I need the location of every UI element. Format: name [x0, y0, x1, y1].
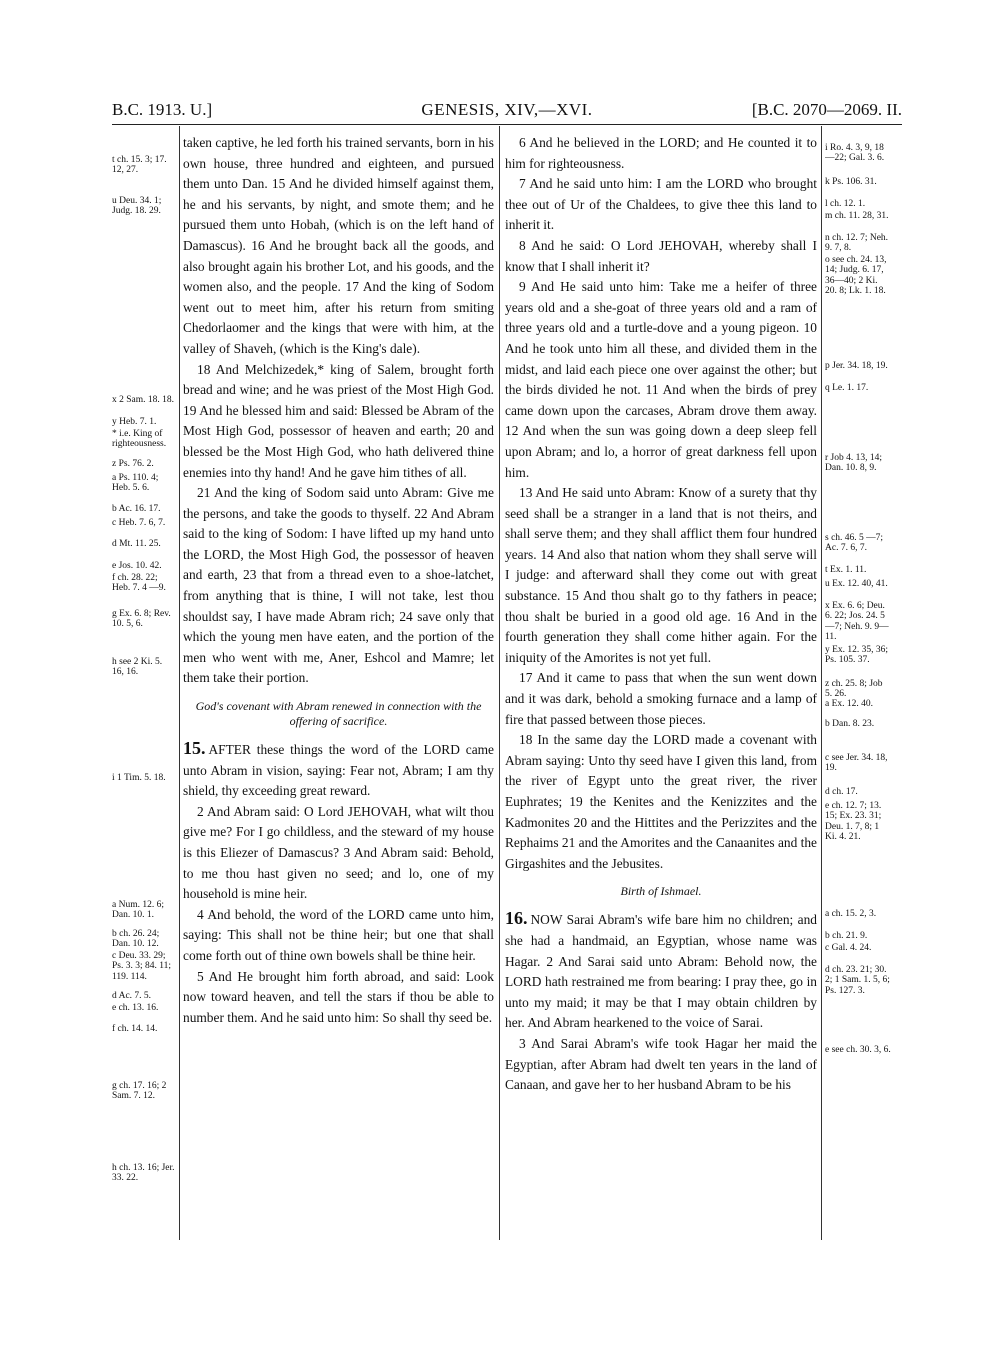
chapter-text: NOW Sarai Abram's wife bare him no children; and she had a handmaid, an Egyptian, whose name was Hagar. 2 And Sarai said unto Abram: Behold now, the LORD hath restrained me from bearing: I pray thee, go in unto my maid; it may be that I may obtain children by her. And Abram hearkened to the voice of Sarai. [505, 912, 817, 1031]
cross-reference-note: d Mt. 11. 25. [112, 539, 161, 549]
right-margin-notes [825, 133, 891, 1243]
cross-reference-note: e Jos. 10. 42. [112, 561, 162, 571]
verse-paragraph: 13 And He said unto Abram: Know of a surety that thy seed shall be a stranger in a land that is not theirs, and shall serve them; and they shall afflict them four hundred years. 14 And also that nation whom they shall serve will I judge: and afterward shall they come out with great substance. 15 And thou shalt go to thy fathers in peace; thou shalt be buried in a good old age. 16 And in the fourth generation they shall come hither again. For the iniquity of the Amorites is not yet full. [505, 485, 817, 665]
cross-reference-note: x Ex. 6. 6; Deu. 6. 22; Jos. 24. 5 —7; Neh. 9. 9—11. [825, 601, 889, 643]
cross-reference-note: i 1 Tim. 5. 18. [112, 773, 166, 783]
cross-reference-note: z ch. 25. 8; Job 5. 26. [825, 679, 883, 700]
verse-paragraph: 5 And He brought him forth abroad, and said: Look now toward heaven, and tell the stars if thou be able to number them. And he said unto him: So shall thy seed be. [183, 968, 494, 1025]
chapter-number: 15. [183, 738, 206, 759]
cross-reference-note: u Deu. 34. 1; Judg. 18. 29. [112, 196, 162, 217]
cross-reference-note: f ch. 14. 14. [112, 1024, 158, 1034]
cross-reference-note: b ch. 26. 24; Dan. 10. 12. [112, 929, 160, 950]
right-margin-rule [821, 126, 822, 1240]
section-heading: Birth of Ishmael. [620, 884, 702, 899]
cross-reference-note: b ch. 21. 9. [825, 931, 868, 941]
cross-reference-note: g Ex. 6. 8; Rev. 10. 5, 6. [112, 609, 171, 630]
cross-reference-note: u Ex. 12. 40, 41. [825, 579, 888, 589]
verse-paragraph: 6 And he believed in the LORD; and He counted it to him for righteousness. [505, 135, 817, 171]
left-text-column [183, 133, 494, 1245]
cross-reference-note: k Ps. 106. 31. [825, 177, 877, 187]
cross-reference-note: b Ac. 16. 17. [112, 504, 161, 514]
verse-paragraph: 18 And Melchizedek,* king of Salem, brought forth bread and wine; and he was priest of the Most High God. 19 And he blessed him and said: Blessed be Abram of the Most High God, possessor of heaven and earth; 20 and blessed be the Most High God, who hath delivered thine enemies into thy hand! And he gave him tithes of all. [183, 361, 494, 480]
cross-reference-note: z Ps. 76. 2. [112, 459, 154, 469]
verse-paragraph: 17 And it came to pass that when the sun went down and it was dark, behold a smoking furnace and a lamp of fire that passed between those pieces. [505, 670, 817, 727]
cross-reference-note: a ch. 15. 2, 3. [825, 909, 877, 919]
cross-reference-note: t ch. 15. 3; 17. 12, 27. [112, 155, 167, 176]
verse-paragraph: taken captive, he led forth his trained servants, born in his own house, three hundred and eighteen, and pursued them unto Dan. 15 And he divided himself against them, he and his servants, by night, and smote them; and he pursued them unto Hobah, (which is on the left hand of Damascus). 16 And he brought back all the goods, and also brought again his brother Lot, and his goods, and the women also, and the people. 17 And the king of Sodom went out to meet him, after his return from smiting Chedorlaomer and the kings that were with him, at the valley of Shaveh, (which is the King's dale). [183, 135, 494, 356]
verse-paragraph: 18 In the same day the LORD made a covenant with Abram saying: Unto thy seed have I given this land, from the river of Egypt unto the great river, the river Euphrates; 19 the Kenites and the Kenizzites and the Kadmonites 20 and the Hittites and the Perizzites and the Rephaims 21 and the Amorites and the Canaanites and the Girgashites and the Jebusites. [505, 732, 817, 871]
cross-reference-note: t Ex. 1. 11. [825, 565, 867, 575]
cross-reference-note: e ch. 12. 7; 13. 15; Ex. 23. 31; Deu. 1. 7, 8; 1 Ki. 4. 21. [825, 801, 882, 843]
cross-reference-note: * i.e. King of righteousness. [112, 429, 167, 450]
cross-reference-note: o see ch. 24. 13, 14; Judg. 6. 17, 36—40; 2 Ki. 20. 8; Lk. 1. 18. [825, 255, 887, 297]
verse-paragraph: 8 And he said: O Lord JEHOVAH, whereby shall I know that I shall inherit it? [505, 237, 817, 274]
cross-reference-note: h ch. 13. 16; Jer. 33. 22. [112, 1163, 175, 1184]
cross-reference-note: y Ex. 12. 35, 36; Ps. 105. 37. [825, 645, 889, 666]
header-date-right: [B.C. 2070—2069. II. [751, 100, 902, 119]
chapter-start [505, 908, 817, 1034]
cross-reference-note: p Jer. 34. 18, 19. [825, 361, 888, 371]
verse-paragraph: 2 And Abram said: O Lord JEHOVAH, what wilt thou give me? For I go childless, and the steward of my house is this Eliezer of Damascus? 3 And Abram said: Behold, to me thou hast given no seed; and lo, one of my household is mine heir. [183, 803, 494, 902]
cross-reference-note: x 2 Sam. 18. 18. [112, 395, 175, 405]
header-date-left: B.C. 1913. U.] [112, 100, 213, 119]
cross-reference-note: s ch. 46. 5 —7; Ac. 7. 6, 7. [825, 533, 884, 554]
chapter-number: 16. [505, 908, 528, 929]
right-text-column [505, 133, 817, 1245]
header-title: GENESIS, XIV,—XVI. [421, 100, 593, 119]
cross-reference-note: q Le. 1. 17. [825, 383, 869, 393]
center-column-rule [499, 126, 500, 1240]
chapter-text: AFTER these things the word of the LORD came unto Abram in vision, saying: Fear not, Abram; I am thy shield, thy exceeding great reward. [183, 742, 494, 799]
cross-reference-note: l ch. 12. 1. [825, 199, 866, 209]
verse-paragraph: 3 And Sarai Abram's wife took Hagar her maid the Egyptian, after Abram had dwelt ten years in the land of Canaan, and gave her to her husband Abram to be his [505, 1035, 817, 1093]
cross-reference-note: n ch. 12. 7; Neh. 9. 7, 8. [825, 233, 889, 254]
cross-reference-note: d Ac. 7. 5. [112, 991, 152, 1001]
cross-reference-note: c Heb. 7. 6, 7. [112, 518, 166, 528]
cross-reference-note: c Deu. 33. 29; Ps. 3. 3; 84. 11; 119. 114. [112, 951, 172, 982]
verse-paragraph: 9 And He said unto him: Take me a heifer of three years old and a she-goat of three years old and a ram of three years old and a turtle-dove and a young pigeon. 10 And he took unto him all these, and divided them in the midst, and laid each piece one over against the other; but the birds divided he not. 11 And when the birds of prey came down upon the carcases, Abram drove them away. 12 And when the sun was going down a deep sleep fell upon Abram; and lo, a horror of great darkness fell upon him. [505, 279, 817, 480]
cross-reference-note: b Dan. 8. 23. [825, 719, 875, 729]
cross-reference-note: c see Jer. 34. 18, 19. [825, 753, 888, 774]
cross-reference-note: a Ps. 110. 4; Heb. 5. 6. [112, 473, 159, 494]
section-heading: God's covenant with Abram renewed in connection with the offering of sacrifice. [195, 699, 482, 729]
verse-paragraph: 7 And he said unto him: I am the LORD who brought thee out of Ur of the Chaldees, to give thee this land to inherit it. [505, 176, 817, 233]
cross-reference-note: g ch. 17. 16; 2 Sam. 7. 12. [112, 1081, 167, 1102]
verse-paragraph: 4 And behold, the word of the LORD came unto him, saying: This shall not be thine heir; but one that shall come forth out of thine own bowels shall be thine heir. [183, 906, 494, 963]
running-header [112, 98, 902, 125]
cross-reference-note: f ch. 28. 22; Heb. 7. 4 —9. [112, 573, 166, 594]
cross-reference-note: h see 2 Ki. 5. 16, 16. [112, 657, 163, 678]
left-margin-rule [179, 126, 180, 1240]
left-margin-notes [112, 133, 176, 1243]
cross-reference-note: y Heb. 7. 1. [112, 417, 157, 427]
cross-reference-note: m ch. 11. 28, 31. [825, 211, 889, 221]
cross-reference-note: i Ro. 4. 3, 9, 18—22; Gal. 3. 6. [825, 143, 885, 164]
verse-paragraph: 21 And the king of Sodom said unto Abram: Give me the persons, and take the goods to thyself. 22 And Abram said to the king of Sodom: I have lifted up my hand unto the LORD, the Most High God, the possessor of heaven and earth, 23 that from a thread even to a shoe-latchet, from anything that is thine, I will not take, lest thou shouldst say, I have made Abram rich; 24 save only that which the young men have eaten, and the portion of the men who went with me, Aner, Eshcol and Mamre; let them take their portion. [183, 485, 494, 686]
cross-reference-note: d ch. 23. 21; 30. 2; 1 Sam. 1. 5, 6; Ps. 127. 3. [825, 965, 890, 996]
cross-reference-note: a Ex. 12. 40. [825, 699, 874, 709]
cross-reference-note: c Gal. 4. 24. [825, 943, 872, 953]
cross-reference-note: e see ch. 30. 3, 6. [825, 1045, 891, 1055]
cross-reference-note: e ch. 13. 16. [112, 1003, 159, 1013]
cross-reference-note: r Job 4. 13, 14; Dan. 10. 8, 9. [825, 453, 882, 474]
chapter-start [183, 738, 494, 802]
cross-reference-note: d ch. 17. [825, 787, 858, 797]
cross-reference-note: a Num. 12. 6; Dan. 10. 1. [112, 900, 164, 921]
